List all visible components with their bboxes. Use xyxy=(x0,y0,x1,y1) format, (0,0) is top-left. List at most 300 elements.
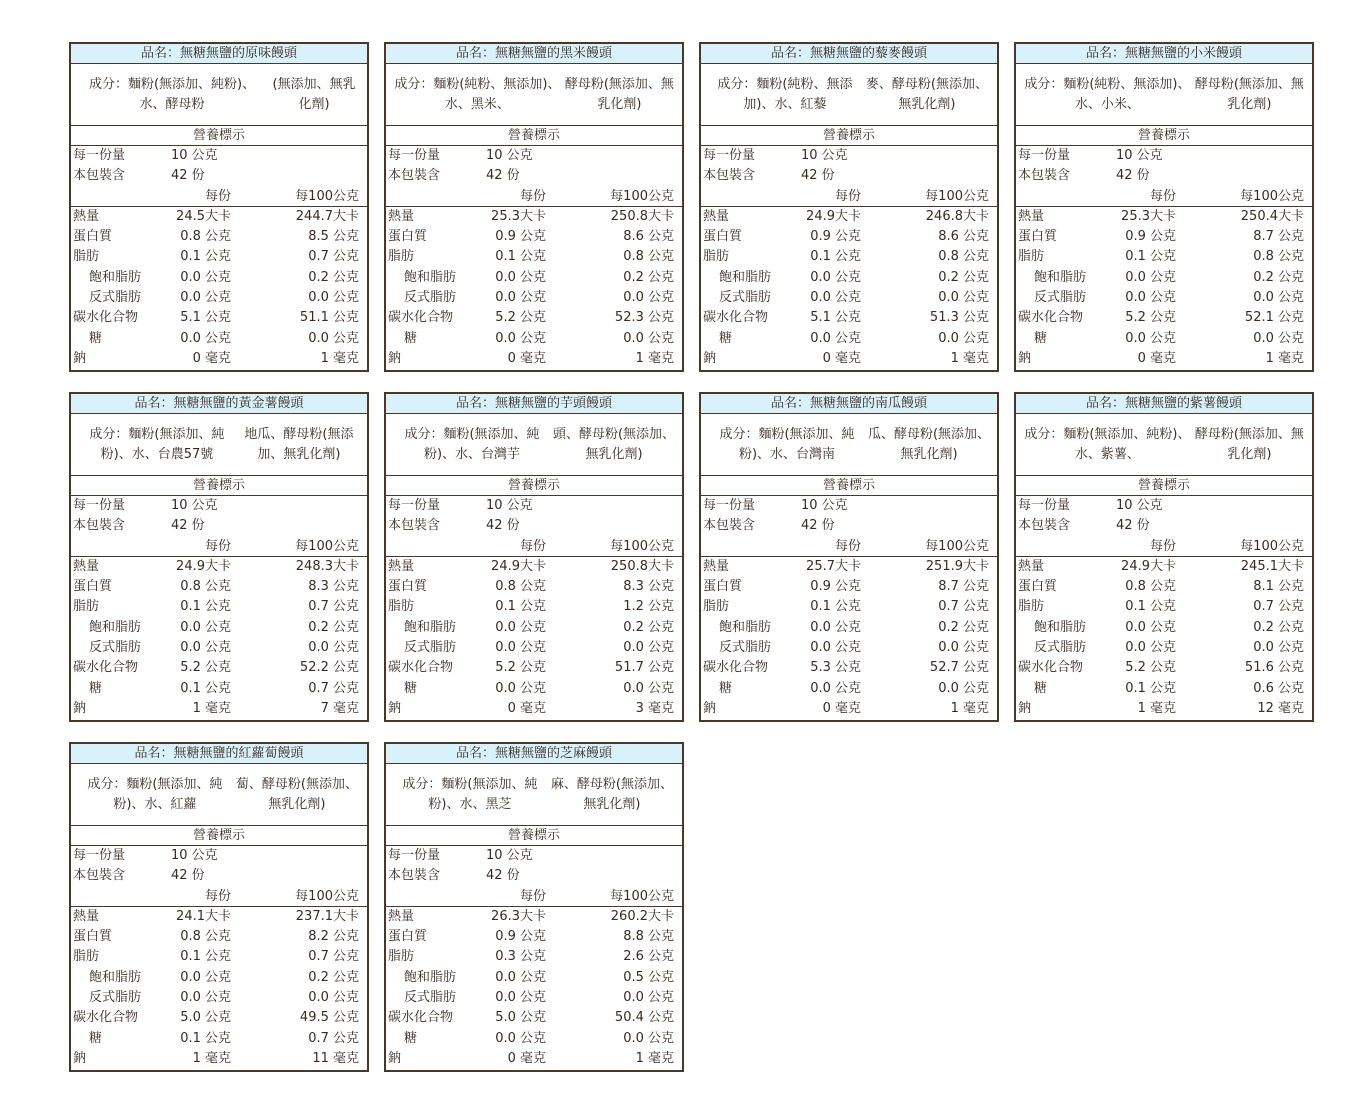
per-100g-value: 250.4大卡 xyxy=(1240,208,1304,224)
nutrient-row-sugar xyxy=(1016,679,1312,699)
servings-value: 42 份 xyxy=(486,868,520,884)
ingredients-line: 麥、酵母粉(無添加、無乳化劑) xyxy=(865,76,988,112)
servings-value: 42 份 xyxy=(171,518,205,534)
per-serving-value: 24.1大卡 xyxy=(176,908,231,924)
per-serving-value: 0.9 公克 xyxy=(495,929,546,945)
per-serving-value: 0.0 公克 xyxy=(495,330,546,346)
nutrient-name: 飽和脂肪 xyxy=(89,269,142,285)
per-serving-value: 0.0 公克 xyxy=(495,290,546,306)
nutrient-name: 飽和脂肪 xyxy=(404,969,457,985)
servings-value: 42 份 xyxy=(486,518,520,534)
per-100g-value: 0.0 公克 xyxy=(623,330,674,346)
per-100g-header: 每100公克 xyxy=(610,888,674,904)
per-serving-value: 0.1 公克 xyxy=(180,1030,231,1046)
ingredients-line: 麻、酵母粉(無添加、無乳化劑) xyxy=(550,776,673,812)
per-serving-value: 0.8 公克 xyxy=(1125,579,1176,595)
servings-per-package-row xyxy=(71,516,367,536)
per-serving-value: 5.0 公克 xyxy=(495,1010,546,1026)
nutrient-name: 反式脂肪 xyxy=(404,290,457,306)
column-header-row xyxy=(1016,187,1312,207)
nutrient-name: 碳水化合物 xyxy=(73,1010,139,1026)
servings-per-package-row xyxy=(1016,166,1312,186)
servings-label: 本包裝含 xyxy=(703,518,756,534)
per-100g-value: 8.8 公克 xyxy=(623,929,674,945)
nutrient-row-sodium xyxy=(71,349,367,369)
nutrient-row-carbohydrate xyxy=(386,308,682,328)
nutrient-name: 飽和脂肪 xyxy=(404,619,457,635)
per-serving-value: 1 毫克 xyxy=(192,700,231,716)
nutrient-name: 反式脂肪 xyxy=(89,990,142,1006)
per-serving-value: 0.0 公克 xyxy=(180,269,231,285)
per-serving-value: 0.0 公克 xyxy=(180,969,231,985)
servings-label: 本包裝含 xyxy=(1018,168,1071,184)
nutrient-name: 反式脂肪 xyxy=(89,640,142,656)
per-serving-value: 0.8 公克 xyxy=(180,579,231,595)
ingredients xyxy=(386,764,682,826)
per-serving-value: 0.1 公克 xyxy=(810,249,861,265)
nutrient-row-calories xyxy=(1016,207,1312,227)
per-serving-value: 0 毫克 xyxy=(1137,350,1176,366)
per-serving-value: 24.9大卡 xyxy=(806,208,861,224)
product-title: 品名：無糖無鹽的南瓜饅頭 xyxy=(701,394,997,414)
per-100g-value: 0.2 公克 xyxy=(308,269,359,285)
nutrient-row-calories xyxy=(701,557,997,577)
servings-label: 本包裝含 xyxy=(388,518,441,534)
per-serving-value: 0.0 公克 xyxy=(495,990,546,1006)
nutrient-row-calories xyxy=(701,207,997,227)
nutrient-name: 糖 xyxy=(89,680,103,696)
ingredients xyxy=(71,764,367,826)
per-serving-value: 1 毫克 xyxy=(192,1050,231,1066)
serving-size-row xyxy=(386,846,682,866)
nutrient-row-protein xyxy=(701,227,997,247)
servings-label: 本包裝含 xyxy=(703,168,756,184)
nutrient-row-sugar xyxy=(701,329,997,349)
ingredients-line: 成分：麵粉(無添加、純粉)、水、黑芝 xyxy=(402,776,538,812)
nutrient-name: 糖 xyxy=(1034,680,1048,696)
nutrient-row-sugar xyxy=(71,1029,367,1049)
per-100g-value: 49.5 公克 xyxy=(299,1010,359,1026)
product-title: 品名：無糖無鹽的藜麥饅頭 xyxy=(701,44,997,64)
per-100g-header: 每100公克 xyxy=(1240,188,1304,204)
per-100g-value: 1 毫克 xyxy=(950,350,989,366)
per-100g-header: 每100公克 xyxy=(925,188,989,204)
nutrient-name: 蛋白質 xyxy=(388,579,428,595)
per-serving-value: 0.1 公克 xyxy=(180,599,231,615)
servings-value: 42 份 xyxy=(801,168,835,184)
nutrient-row-sugar xyxy=(386,1029,682,1049)
ingredients xyxy=(1016,414,1312,476)
ingredients-line: 成分：麵粉(純粉、無添加)、水、黑米、 xyxy=(394,76,561,112)
per-serving-value: 0.0 公克 xyxy=(810,619,861,635)
nutrient-row-sodium xyxy=(1016,349,1312,369)
column-header-row xyxy=(71,187,367,207)
per-serving-value: 0.1 公克 xyxy=(1125,249,1176,265)
nutrient-row-fat xyxy=(701,597,997,617)
ingredients-line: 地瓜、酵母粉(無添加、無乳化劑) xyxy=(244,426,354,462)
nutrition-label-card xyxy=(1014,392,1314,722)
per-serving-value: 0 毫克 xyxy=(822,700,861,716)
per-100g-header: 每100公克 xyxy=(610,538,674,554)
nutrient-row-saturated-fat xyxy=(71,968,367,988)
nutrient-name: 脂肪 xyxy=(73,949,100,965)
servings-per-package-row xyxy=(386,866,682,886)
nutrient-row-calories xyxy=(71,907,367,927)
nutrient-name: 脂肪 xyxy=(703,599,730,615)
nutrient-name: 反式脂肪 xyxy=(1034,640,1087,656)
nutrient-row-saturated-fat xyxy=(1016,268,1312,288)
per-100g-value: 8.3 公克 xyxy=(308,579,359,595)
per-100g-value: 246.8大卡 xyxy=(925,208,989,224)
per-serving-value: 0.0 公克 xyxy=(180,330,231,346)
nutrient-row-carbohydrate xyxy=(71,1008,367,1028)
serving-size-value: 10 公克 xyxy=(486,498,533,513)
per-serving-value: 5.2 公克 xyxy=(180,660,231,676)
nutrient-name: 脂肪 xyxy=(388,249,415,265)
per-serving-value: 5.0 公克 xyxy=(180,1010,231,1026)
nutrient-row-carbohydrate xyxy=(1016,658,1312,678)
nutrient-name: 反式脂肪 xyxy=(719,640,772,656)
nutrient-row-carbohydrate xyxy=(71,308,367,328)
nutrient-name: 碳水化合物 xyxy=(73,660,139,676)
ingredients xyxy=(701,414,997,476)
serving-size-value: 10 公克 xyxy=(171,148,218,163)
per-100g-value: 0.0 公克 xyxy=(623,290,674,306)
nutrient-row-calories xyxy=(386,907,682,927)
per-serving-value: 0.0 公克 xyxy=(1125,330,1176,346)
per-100g-value: 51.1 公克 xyxy=(299,310,359,326)
nutrient-name: 鈉 xyxy=(703,350,717,366)
per-100g-value: 52.2 公克 xyxy=(299,660,359,676)
ingredients-line: 成分：麵粉(純粉、無添加)、水、紅藜 xyxy=(717,76,853,112)
per-serving-value: 0 毫克 xyxy=(192,350,231,366)
column-header-row xyxy=(1016,537,1312,557)
nutrient-row-saturated-fat xyxy=(701,618,997,638)
nutrient-name: 蛋白質 xyxy=(1018,229,1058,245)
per-100g-value: 0.7 公克 xyxy=(308,680,359,696)
nutrient-row-fat xyxy=(701,247,997,267)
nutrient-row-saturated-fat xyxy=(71,618,367,638)
per-serving-value: 0 毫克 xyxy=(507,1050,546,1066)
nutrient-name: 反式脂肪 xyxy=(1034,290,1087,306)
nutrient-row-fat xyxy=(386,947,682,967)
nutrient-row-protein xyxy=(386,577,682,597)
nutrient-row-sugar xyxy=(71,329,367,349)
per-serving-header: 每份 xyxy=(834,538,861,554)
serving-size-label: 每一份量 xyxy=(1018,498,1071,513)
ingredients-line: 成分：麵粉(無添加、純粉)、水、台灣芋 xyxy=(404,426,540,462)
serving-size-label: 每一份量 xyxy=(703,498,756,513)
servings-per-package-row xyxy=(701,516,997,536)
per-serving-value: 0.0 公克 xyxy=(810,680,861,696)
nutrient-row-protein xyxy=(71,577,367,597)
product-title: 品名：無糖無鹽的紫薯饅頭 xyxy=(1016,394,1312,414)
serving-size-value: 10 公克 xyxy=(171,498,218,513)
serving-size-value: 10 公克 xyxy=(171,848,218,863)
nutrient-name: 糖 xyxy=(404,330,418,346)
serving-size-row xyxy=(1016,146,1312,166)
ingredients-line: 成分：麵粉(純粉、無添加)、水、小米、 xyxy=(1024,76,1191,112)
ingredients-line: 成分：麵粉(無添加、純粉)、水、台農57號 xyxy=(89,426,225,462)
ingredients xyxy=(386,414,682,476)
servings-per-package-row xyxy=(1016,516,1312,536)
per-100g-value: 0.7 公克 xyxy=(1253,599,1304,615)
nutrient-row-carbohydrate xyxy=(386,658,682,678)
servings-value: 42 份 xyxy=(171,868,205,884)
nutrient-name: 碳水化合物 xyxy=(703,310,769,326)
per-100g-value: 251.9大卡 xyxy=(925,558,989,574)
per-100g-value: 8.6 公克 xyxy=(623,229,674,245)
per-serving-value: 0.0 公克 xyxy=(180,290,231,306)
ingredients-line: 蔔、酵母粉(無添加、無乳化劑) xyxy=(235,776,358,812)
nutrient-row-trans-fat xyxy=(701,638,997,658)
per-serving-value: 0 毫克 xyxy=(507,350,546,366)
per-100g-value: 1 毫克 xyxy=(635,350,674,366)
nutrient-name: 蛋白質 xyxy=(703,579,743,595)
nutrient-name: 脂肪 xyxy=(73,599,100,615)
per-serving-header: 每份 xyxy=(519,188,546,204)
serving-size-row xyxy=(701,496,997,516)
nutrient-row-calories xyxy=(386,207,682,227)
per-100g-value: 0.2 公克 xyxy=(623,269,674,285)
per-100g-value: 0.0 公克 xyxy=(308,990,359,1006)
per-100g-value: 11 毫克 xyxy=(312,1050,359,1066)
per-100g-value: 8.7 公克 xyxy=(1253,229,1304,245)
servings-value: 42 份 xyxy=(1116,168,1150,184)
nutrient-name: 飽和脂肪 xyxy=(1034,269,1087,285)
per-100g-value: 0.2 公克 xyxy=(308,619,359,635)
per-100g-value: 52.3 公克 xyxy=(614,310,674,326)
nutrition-label-card xyxy=(384,392,684,722)
nutrient-name: 蛋白質 xyxy=(388,229,428,245)
nutrient-row-trans-fat xyxy=(386,988,682,1008)
nutrient-row-trans-fat xyxy=(701,288,997,308)
nutrient-name: 熱量 xyxy=(388,208,415,224)
serving-size-label: 每一份量 xyxy=(703,148,756,163)
nutrition-label-card xyxy=(384,742,684,1072)
per-100g-value: 52.7 公克 xyxy=(929,660,989,676)
per-serving-value: 0.0 公克 xyxy=(495,1030,546,1046)
per-100g-value: 245.1大卡 xyxy=(1240,558,1304,574)
nutrient-row-trans-fat xyxy=(386,638,682,658)
nutrient-name: 飽和脂肪 xyxy=(719,619,772,635)
per-serving-value: 0.0 公克 xyxy=(810,330,861,346)
per-serving-value: 24.9大卡 xyxy=(1121,558,1176,574)
nutrient-name: 鈉 xyxy=(703,700,717,716)
ingredients-line: (無添加、無乳化劑) xyxy=(272,76,356,112)
product-title: 品名：無糖無鹽的原味饅頭 xyxy=(71,44,367,64)
per-serving-value: 0.0 公克 xyxy=(180,640,231,656)
nutrient-row-carbohydrate xyxy=(71,658,367,678)
per-serving-value: 5.1 公克 xyxy=(810,310,861,326)
nutrient-row-protein xyxy=(386,227,682,247)
per-100g-header: 每100公克 xyxy=(610,188,674,204)
per-100g-value: 0.2 公克 xyxy=(938,619,989,635)
nutrient-name: 鈉 xyxy=(73,1050,87,1066)
nutrient-name: 飽和脂肪 xyxy=(719,269,772,285)
product-title: 品名：無糖無鹽的黑米饅頭 xyxy=(386,44,682,64)
per-100g-value: 0.0 公克 xyxy=(938,330,989,346)
per-100g-value: 8.6 公克 xyxy=(938,229,989,245)
per-100g-value: 8.1 公克 xyxy=(1253,579,1304,595)
per-100g-value: 0.0 公克 xyxy=(938,290,989,306)
servings-label: 本包裝含 xyxy=(73,868,126,884)
per-100g-value: 0.2 公克 xyxy=(1253,269,1304,285)
per-serving-value: 0.1 公克 xyxy=(180,249,231,265)
product-title: 品名：無糖無鹽的芝麻饅頭 xyxy=(386,744,682,764)
per-serving-value: 5.1 公克 xyxy=(180,310,231,326)
nutrient-row-fat xyxy=(71,947,367,967)
per-100g-value: 0.8 公克 xyxy=(623,249,674,265)
nutrition-heading: 營養標示 xyxy=(1016,476,1312,496)
nutrient-row-fat xyxy=(386,597,682,617)
per-100g-value: 3 毫克 xyxy=(635,700,674,716)
nutrient-name: 熱量 xyxy=(73,558,100,574)
nutrient-name: 反式脂肪 xyxy=(89,290,142,306)
per-serving-value: 0.8 公克 xyxy=(180,929,231,945)
nutrient-name: 鈉 xyxy=(388,350,402,366)
per-serving-value: 24.9大卡 xyxy=(176,558,231,574)
nutrient-name: 碳水化合物 xyxy=(388,1010,454,1026)
nutrient-name: 糖 xyxy=(1034,330,1048,346)
per-100g-value: 51.6 公克 xyxy=(1244,660,1304,676)
nutrient-name: 熱量 xyxy=(73,908,100,924)
per-serving-value: 0.0 公克 xyxy=(495,680,546,696)
per-serving-value: 26.3大卡 xyxy=(491,908,546,924)
nutrient-row-fat xyxy=(386,247,682,267)
per-100g-value: 1 毫克 xyxy=(950,700,989,716)
per-100g-value: 8.5 公克 xyxy=(308,229,359,245)
per-100g-value: 0.5 公克 xyxy=(623,969,674,985)
per-serving-value: 0.1 公克 xyxy=(180,949,231,965)
serving-size-label: 每一份量 xyxy=(1018,148,1071,163)
nutrient-name: 碳水化合物 xyxy=(1018,310,1084,326)
nutrient-row-sugar xyxy=(71,679,367,699)
per-100g-value: 0.0 公克 xyxy=(1253,330,1304,346)
nutrient-row-sodium xyxy=(71,699,367,719)
per-serving-value: 0.9 公克 xyxy=(810,229,861,245)
nutrient-name: 碳水化合物 xyxy=(1018,660,1084,676)
nutrient-row-protein xyxy=(71,227,367,247)
nutrient-name: 糖 xyxy=(719,330,733,346)
column-header-row xyxy=(701,187,997,207)
serving-size-label: 每一份量 xyxy=(73,148,126,163)
per-100g-value: 0.2 公克 xyxy=(623,619,674,635)
servings-per-package-row xyxy=(386,516,682,536)
per-serving-header: 每份 xyxy=(204,538,231,554)
per-serving-value: 0.9 公克 xyxy=(1125,229,1176,245)
nutrient-row-trans-fat xyxy=(386,288,682,308)
ingredients-line: 成分：麵粉(無添加、純粉)、水、紫薯、 xyxy=(1024,426,1191,462)
per-serving-value: 25.3大卡 xyxy=(491,208,546,224)
per-100g-value: 0.0 公克 xyxy=(1253,290,1304,306)
nutrient-name: 熱量 xyxy=(73,208,100,224)
serving-size-label: 每一份量 xyxy=(388,848,441,863)
per-100g-value: 260.2大卡 xyxy=(610,908,674,924)
servings-label: 本包裝含 xyxy=(1018,518,1071,534)
nutrient-row-fat xyxy=(71,597,367,617)
ingredients-line: 酵母粉(無添加、無乳化劑) xyxy=(564,76,674,112)
servings-value: 42 份 xyxy=(801,518,835,534)
nutrient-row-carbohydrate xyxy=(386,1008,682,1028)
per-serving-value: 24.5大卡 xyxy=(176,208,231,224)
nutrient-row-saturated-fat xyxy=(386,968,682,988)
nutrient-row-fat xyxy=(1016,247,1312,267)
per-serving-header: 每份 xyxy=(519,538,546,554)
nutrient-name: 鈉 xyxy=(1018,350,1032,366)
per-100g-value: 0.2 公克 xyxy=(308,969,359,985)
serving-size-row xyxy=(71,146,367,166)
column-header-row xyxy=(71,887,367,907)
serving-size-row xyxy=(386,496,682,516)
product-title: 品名：無糖無鹽的芋頭饅頭 xyxy=(386,394,682,414)
per-100g-value: 0.7 公克 xyxy=(308,249,359,265)
nutrient-row-carbohydrate xyxy=(701,308,997,328)
per-100g-value: 0.7 公克 xyxy=(308,949,359,965)
per-serving-value: 0.1 公克 xyxy=(810,599,861,615)
serving-size-row xyxy=(1016,496,1312,516)
per-serving-value: 0.0 公克 xyxy=(180,619,231,635)
per-serving-value: 5.2 公克 xyxy=(495,660,546,676)
per-100g-value: 0.0 公克 xyxy=(308,330,359,346)
nutrient-row-sodium xyxy=(386,1049,682,1069)
per-serving-value: 0.0 公克 xyxy=(1125,640,1176,656)
serving-size-row xyxy=(71,496,367,516)
per-100g-value: 244.7大卡 xyxy=(295,208,359,224)
serving-size-value: 10 公克 xyxy=(1116,498,1163,513)
nutrient-name: 碳水化合物 xyxy=(388,660,454,676)
per-100g-value: 0.6 公克 xyxy=(1253,680,1304,696)
nutrient-name: 飽和脂肪 xyxy=(89,969,142,985)
nutrient-name: 飽和脂肪 xyxy=(89,619,142,635)
per-100g-value: 0.0 公克 xyxy=(308,290,359,306)
per-serving-header: 每份 xyxy=(1149,538,1176,554)
per-serving-header: 每份 xyxy=(204,188,231,204)
per-100g-value: 0.0 公克 xyxy=(623,640,674,656)
nutrient-name: 反式脂肪 xyxy=(404,990,457,1006)
nutrition-label-card xyxy=(699,42,999,372)
nutrient-name: 鈉 xyxy=(388,700,402,716)
ingredients xyxy=(386,64,682,126)
nutrition-label-card xyxy=(69,742,369,1072)
per-serving-value: 0.3 公克 xyxy=(495,949,546,965)
serving-size-row xyxy=(71,846,367,866)
product-title: 品名：無糖無鹽的小米饅頭 xyxy=(1016,44,1312,64)
nutrition-label-card xyxy=(699,392,999,722)
nutrient-row-sodium xyxy=(701,699,997,719)
per-100g-value: 2.6 公克 xyxy=(623,949,674,965)
nutrient-row-sugar xyxy=(386,679,682,699)
ingredients-line: 成分：麵粉(無添加、純粉)、水、台灣南 xyxy=(719,426,855,462)
per-100g-header: 每100公克 xyxy=(295,188,359,204)
nutrient-row-trans-fat xyxy=(71,288,367,308)
per-100g-value: 0.7 公克 xyxy=(308,1030,359,1046)
nutrient-row-sodium xyxy=(701,349,997,369)
per-serving-value: 0.0 公克 xyxy=(495,640,546,656)
nutrition-heading: 營養標示 xyxy=(71,476,367,496)
nutrient-row-protein xyxy=(1016,577,1312,597)
per-100g-value: 12 毫克 xyxy=(1257,700,1304,716)
servings-label: 本包裝含 xyxy=(388,168,441,184)
nutrient-name: 碳水化合物 xyxy=(703,660,769,676)
ingredients xyxy=(71,64,367,126)
per-100g-value: 0.0 公克 xyxy=(938,680,989,696)
per-100g-value: 0.7 公克 xyxy=(308,599,359,615)
servings-value: 42 份 xyxy=(171,168,205,184)
nutrient-row-sodium xyxy=(71,1049,367,1069)
nutrient-row-saturated-fat xyxy=(701,268,997,288)
nutrient-row-saturated-fat xyxy=(71,268,367,288)
